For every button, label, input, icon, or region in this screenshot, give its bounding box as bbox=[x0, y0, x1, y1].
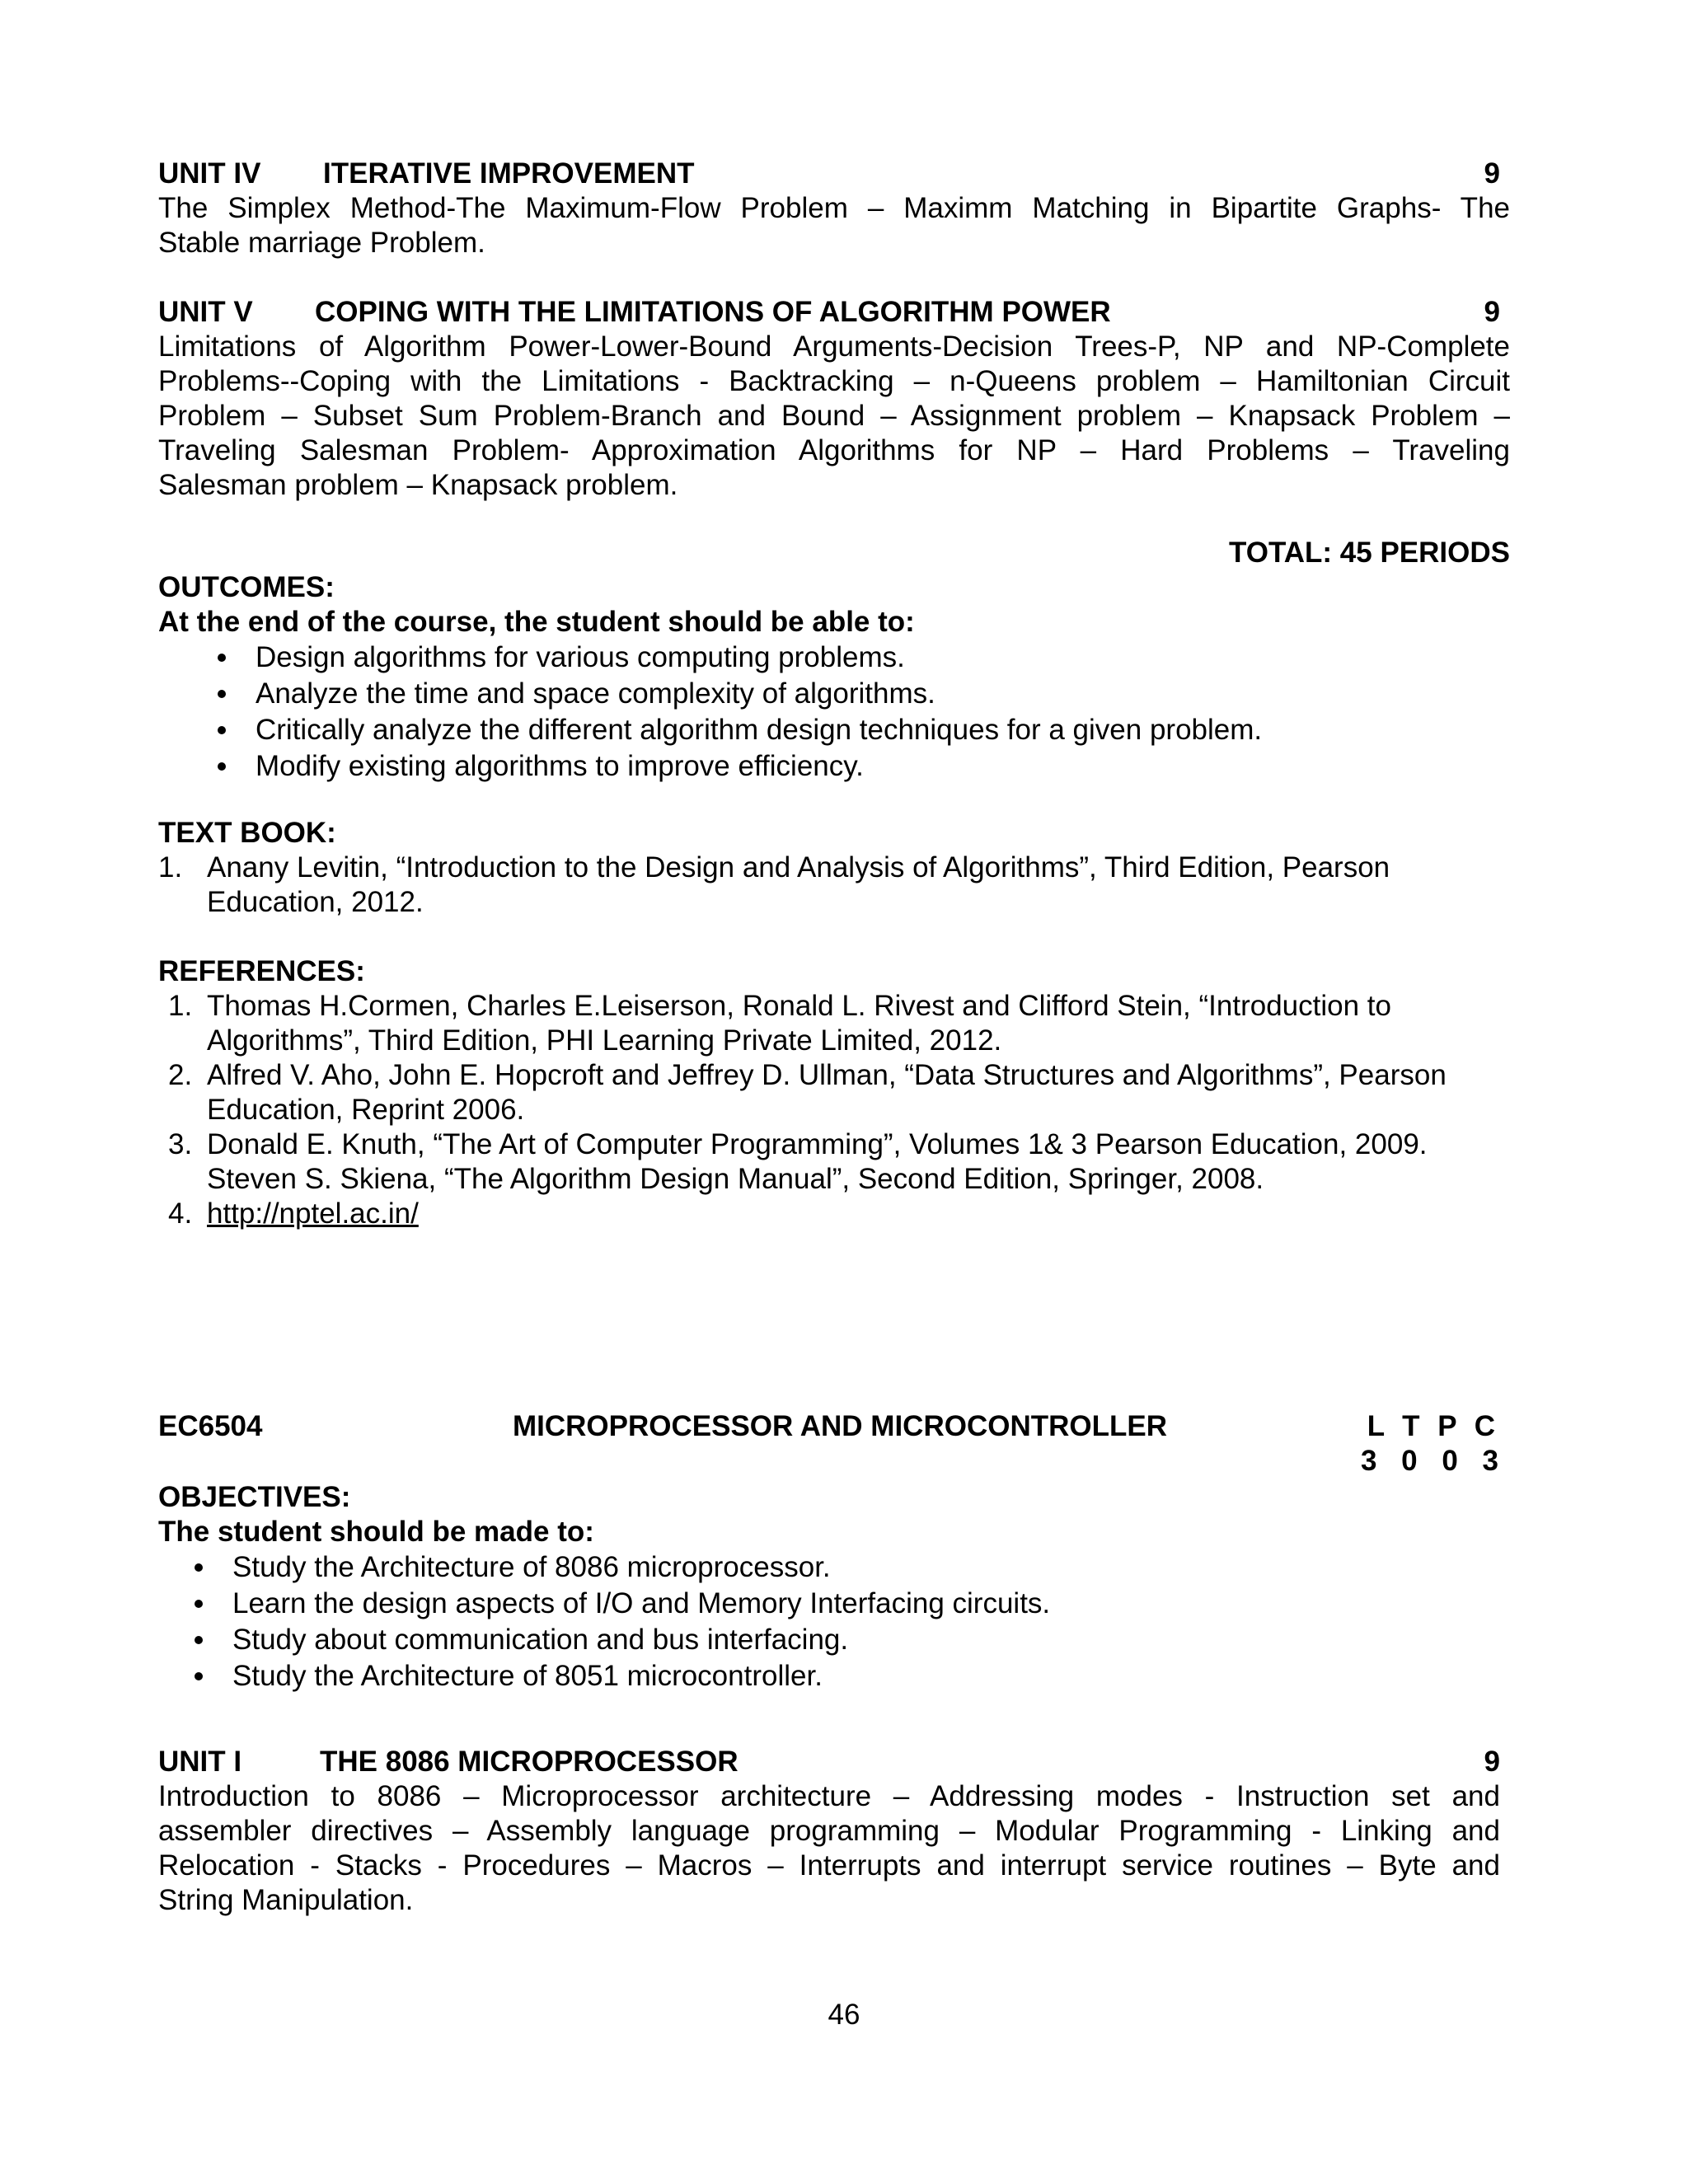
nptel-link[interactable]: http://nptel.ac.in/ bbox=[207, 1197, 419, 1230]
unit-v-heading bbox=[158, 295, 1500, 330]
total-periods-row bbox=[158, 536, 1510, 570]
course-header bbox=[158, 1409, 1507, 1479]
objectives-list bbox=[158, 1549, 1510, 1694]
unit-i-line: assembler directives – Assembly language programming – Modular Programming - Linking and bbox=[158, 1815, 1500, 1847]
unit-v-line: Problems--Coping with the Limitations - Backtracking – n-Queens problem – Hamiltonian Circuit bbox=[158, 365, 1510, 397]
bullet-icon bbox=[218, 690, 226, 698]
textbook-section bbox=[158, 816, 1510, 920]
references-list bbox=[158, 989, 1510, 1231]
unit-v-label: UNIT V bbox=[158, 296, 253, 328]
unit-i-hours: 9 bbox=[1484, 1746, 1500, 1778]
list-item: Learn the design aspects of I/O and Memory Interfacing circuits. bbox=[232, 1586, 1510, 1622]
bullet-icon bbox=[218, 654, 226, 662]
unit-v-body bbox=[158, 330, 1510, 503]
unit-v-line: Limitations of Algorithm Power-Lower-Bound Arguments-Decision Trees-P, NP and NP-Complete bbox=[158, 330, 1510, 363]
unit-i-line: String Manipulation. bbox=[158, 1884, 414, 1916]
unit-iv-hours: 9 bbox=[1484, 157, 1500, 190]
unit-i-label: UNIT I bbox=[158, 1746, 242, 1778]
bullet-icon bbox=[195, 1600, 203, 1608]
unit-v-section bbox=[158, 295, 1500, 330]
ltpc-values: 3 0 0 3 bbox=[1360, 1445, 1507, 1477]
list-item: 1. Anany Levitin, “Introduction to the Design and Analysis of Algorithms”, Third Edition, Pearson Education, 2012. bbox=[158, 851, 1390, 918]
unit-i-body bbox=[158, 1779, 1500, 1918]
ltpc-labels: L T P C bbox=[1367, 1410, 1500, 1442]
list-item: Critically analyze the different algorithm design techniques for a given problem. bbox=[256, 712, 1510, 748]
list-item: 4. http://nptel.ac.in/ bbox=[168, 1197, 419, 1230]
outcomes-heading: OUTCOMES: bbox=[158, 571, 335, 603]
textbook-list bbox=[158, 851, 1510, 920]
list-item: 3. Donald E. Knuth, “The Art of Computer Programming”, Volumes 1& 3 Pearson Education, 2009. Steven S. Skiena, “The Algorithm Design Manual”, Second Edition, Springer, 2008. bbox=[168, 1128, 1428, 1195]
bullet-icon bbox=[195, 1563, 203, 1572]
list-item: Analyze the time and space complexity of algorithms. bbox=[256, 676, 1510, 712]
bullet-icon bbox=[218, 726, 226, 734]
list-item: Study the Architecture of 8086 microprocessor. bbox=[232, 1549, 1510, 1586]
list-item: Modify existing algorithms to improve efficiency. bbox=[256, 748, 1510, 785]
objectives-section bbox=[158, 1480, 1510, 1694]
references-section bbox=[158, 954, 1510, 1231]
textbook-heading: TEXT BOOK: bbox=[158, 817, 336, 849]
references-heading: REFERENCES: bbox=[158, 955, 365, 987]
unit-iv-title: ITERATIVE IMPROVEMENT bbox=[323, 157, 695, 190]
unit-iv-label: UNIT IV bbox=[158, 157, 261, 190]
unit-i-title: THE 8086 MICROPROCESSOR bbox=[320, 1746, 738, 1778]
course-title: MICROPROCESSOR AND MICROCONTROLLER bbox=[513, 1410, 1167, 1442]
objectives-intro: The student should be made to: bbox=[158, 1516, 594, 1548]
list-item: Design algorithms for various computing problems. bbox=[256, 640, 1510, 676]
unit-i-line: Relocation - Stacks - Procedures – Macros – Interrupts and interrupt service routines – Byte and bbox=[158, 1849, 1500, 1882]
unit-iv-heading bbox=[158, 157, 1500, 191]
unit-v-line: Problem – Subset Sum Problem-Branch and Bound – Assignment problem – Knapsack Problem – bbox=[158, 400, 1510, 432]
list-item: 1. Thomas H.Cormen, Charles E.Leiserson, Ronald L. Rivest and Clifford Stein, “Introduction to Algorithms”, Third Edition, PHI Learning Private Limited, 2012. bbox=[168, 990, 1391, 1057]
bullet-icon bbox=[195, 1636, 203, 1644]
outcomes-list bbox=[158, 640, 1510, 785]
unit-v-line: Salesman problem – Knapsack problem. bbox=[158, 469, 678, 501]
unit-iv-line: The Simplex Method-The Maximum-Flow Problem – Maximm Matching in Bipartite Graphs- The bbox=[158, 192, 1510, 224]
unit-i-heading bbox=[158, 1745, 1500, 1779]
total-periods: TOTAL: 45 PERIODS bbox=[1229, 537, 1510, 569]
unit-iv-line: Stable marriage Problem. bbox=[158, 227, 485, 259]
list-item: 2. Alfred V. Aho, John E. Hopcroft and Jeffrey D. Ullman, “Data Structures and Algorithms”, Pearson Education, Reprint 2006. bbox=[168, 1059, 1447, 1126]
unit-v-title: COPING WITH THE LIMITATIONS OF ALGORITHM POWER bbox=[315, 296, 1111, 328]
unit-i-line: Introduction to 8086 – Microprocessor architecture – Addressing modes - Instruction set and bbox=[158, 1780, 1500, 1812]
outcomes-intro: At the end of the course, the student should be able to: bbox=[158, 606, 915, 638]
unit-i-section bbox=[158, 1745, 1500, 1779]
page-number: 46 bbox=[828, 1999, 860, 2031]
unit-v-hours: 9 bbox=[1484, 296, 1500, 328]
bullet-icon bbox=[195, 1672, 203, 1680]
unit-v-line: Traveling Salesman Problem- Approximation Algorithms for NP – Hard Problems – Traveling bbox=[158, 434, 1510, 466]
objectives-heading: OBJECTIVES: bbox=[158, 1481, 351, 1513]
course-code: EC6504 bbox=[158, 1410, 263, 1442]
unit-iv-body bbox=[158, 191, 1510, 260]
unit-iv-section bbox=[158, 157, 1500, 191]
list-item: Study the Architecture of 8051 microcontroller. bbox=[232, 1658, 1510, 1694]
outcomes-section bbox=[158, 570, 1510, 785]
bullet-icon bbox=[218, 762, 226, 771]
list-item: Study about communication and bus interfacing. bbox=[232, 1622, 1510, 1658]
